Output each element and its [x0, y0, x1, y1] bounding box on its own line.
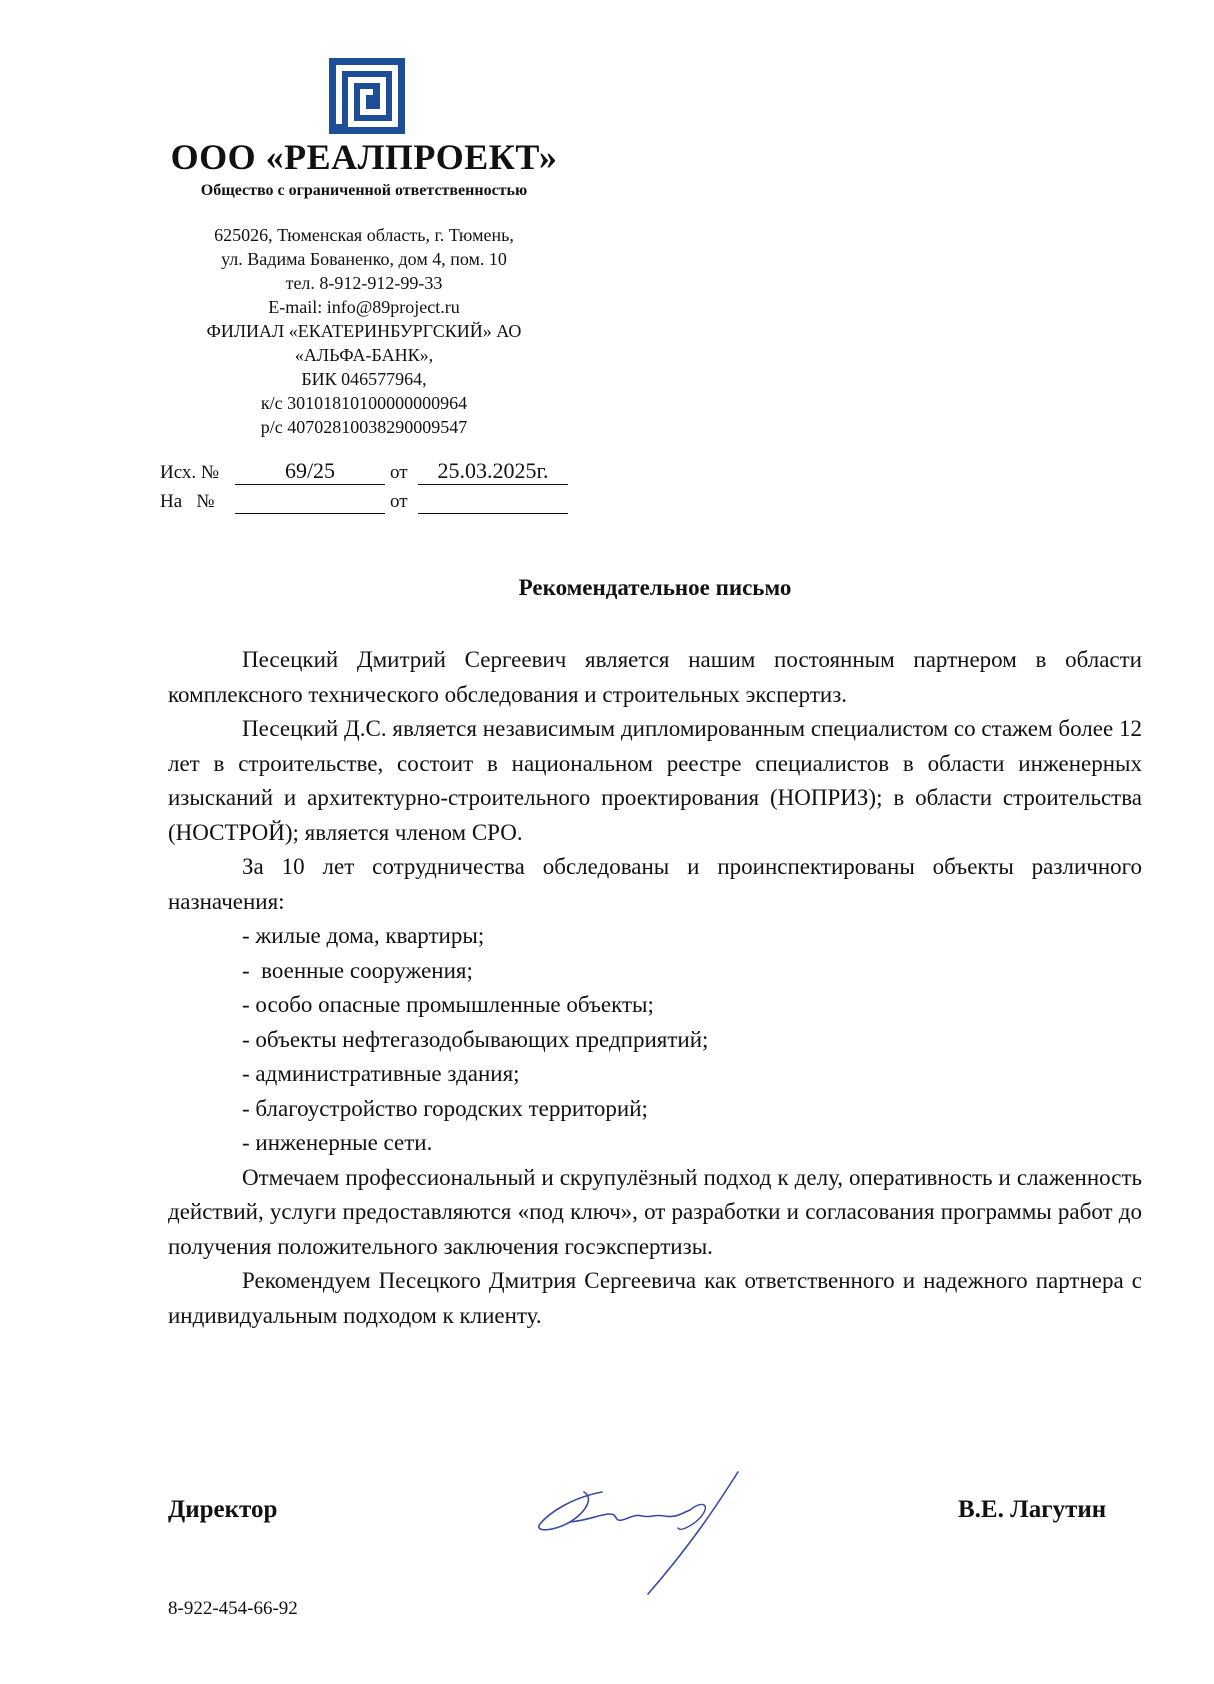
letter-title: Рекомендательное письмо [518, 575, 792, 600]
list-item: - жилые дома, квартиры; [242, 923, 485, 948]
bank-line-2: «АЛЬФА-БАНК», [294, 345, 434, 365]
incoming-label: На № [160, 491, 215, 512]
address-line-2: ул. Вадима Бованенко, дом 4, пом. 10 [221, 249, 507, 269]
incoming-date-line [418, 513, 568, 514]
incoming-number-line [235, 513, 385, 514]
list-item: - инженерные сети. [242, 1130, 433, 1155]
paragraph-5: Рекомендуем Песецкого Дмитрия Сергеевича как ответственного и надежного партнера с индивидуальным подходом к клиенту. [168, 1268, 1142, 1328]
letter-body [168, 643, 1142, 1333]
contact-phone: 8-922-454-66-92 [168, 1598, 298, 1619]
paragraph-1: Песецкий Дмитрий Сергеевич является нашим постоянным партнером в области комплексного технического обследования и строительных экспертиз. [168, 647, 1142, 707]
paragraph-3: За 10 лет сотрудничества обследованы и проинспектированы объекты различного назначения: [168, 854, 1142, 914]
incoming-from-label: от [390, 491, 408, 512]
company-phone: тел. 8-912-912-99-33 [285, 273, 443, 293]
bank-ks: к/с 30101810100000000964 [260, 393, 468, 413]
bank-rs: р/с 40702810038290009547 [260, 417, 468, 437]
outgoing-reference [160, 458, 580, 488]
list-item: - благоустройство городских территорий; [242, 1095, 648, 1121]
list-item: - военные сооружения; [242, 957, 473, 983]
paragraph-2: Песецкий Д.С. является независимым дипломированным специалистом со стажем более 12 лет в строительстве, состоит в национальном реестре специалистов в области инженерных изысканий и архитектурно-строительного проектирования (НОПРИЗ); в области строительства (НОСТРОЙ); является членом СРО. [168, 716, 1142, 845]
signer-position: Директор [168, 1496, 278, 1523]
list-item: - административные здания; [242, 1061, 520, 1086]
bank-bik: БИК 046577964, [301, 369, 427, 389]
outgoing-label: Исх. № [160, 462, 220, 483]
list-item: - особо опасные промышленные объекты; [242, 992, 654, 1017]
company-email: E-mail: info@89project.ru [268, 297, 460, 317]
company-logo-icon [329, 58, 405, 134]
company-legal-form: Общество с ограниченной ответственностью [200, 182, 528, 199]
list-item: - объекты нефтегазодобывающих предприятий; [242, 1026, 709, 1052]
address-line-1: 625026, Тюменская область, г. Тюмень, [214, 225, 514, 245]
outgoing-from-label: от [390, 462, 408, 483]
bank-line-1: ФИЛИАЛ «ЕКАТЕРИНБУРГСКИЙ» АО [206, 321, 522, 341]
outgoing-date: 25.03.2025г. [437, 458, 549, 483]
signer-name: В.Е. Лагутин [958, 1496, 1107, 1523]
handwritten-signature-icon [530, 1470, 760, 1600]
company-contacts [160, 223, 568, 439]
incoming-reference [160, 491, 580, 517]
paragraph-4: Отмечаем профессиональный и скрупулёзный подход к делу, оперативность и слаженность действий, услуги предоставляются «под ключ», от разработки и согласования программы работ до получения положительного заключения госэкспертизы. [168, 1164, 1142, 1259]
outgoing-date-line [418, 484, 568, 485]
outgoing-number-line [235, 484, 385, 485]
outgoing-number: 69/25 [284, 458, 336, 483]
company-name: ООО «РЕАЛПРОЕКТ» [170, 137, 558, 177]
